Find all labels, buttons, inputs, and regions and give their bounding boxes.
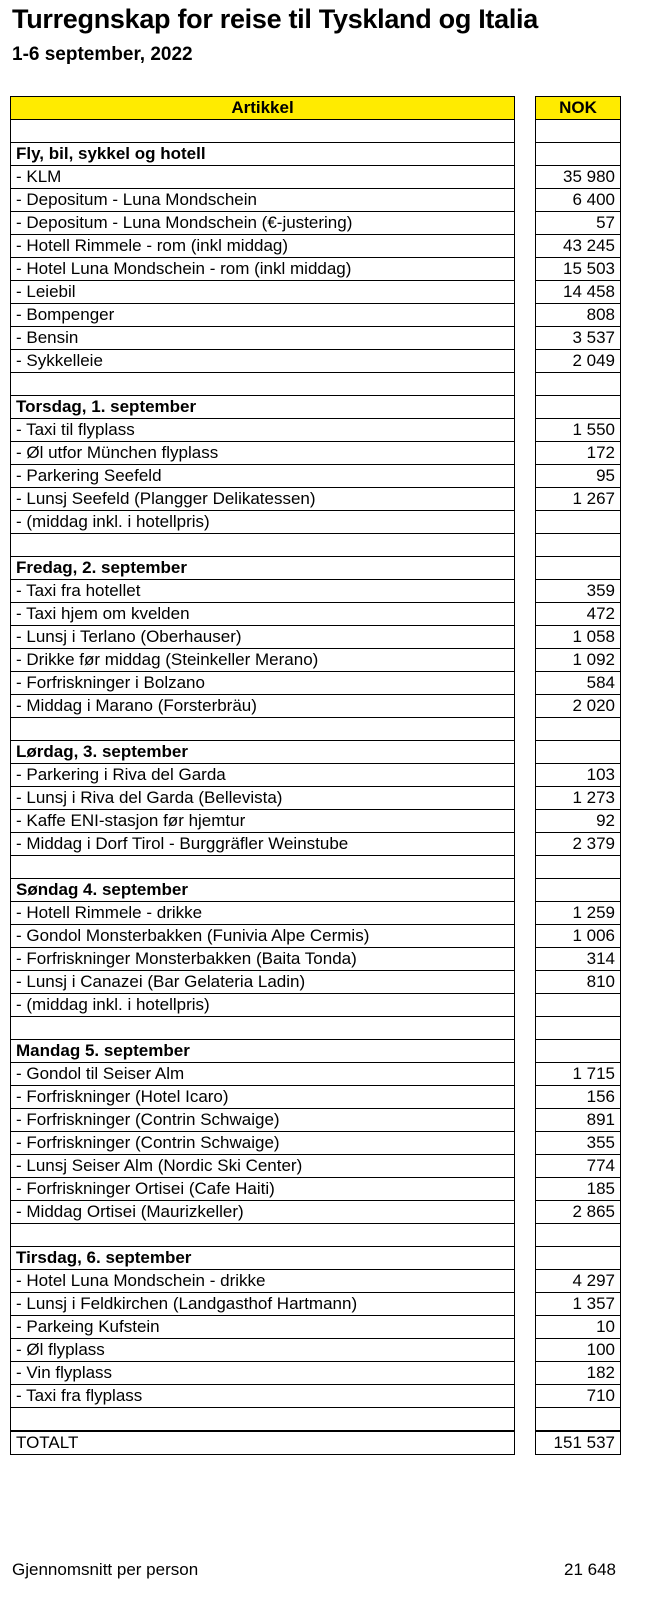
column-gap — [515, 741, 535, 764]
expense-row-amount: 2 379 — [535, 833, 621, 856]
table-header-row — [10, 96, 621, 120]
expense-row — [10, 580, 621, 603]
column-gap — [515, 120, 535, 143]
expense-row-label: - Bompenger — [10, 304, 515, 327]
expense-row-amount: 156 — [535, 1086, 621, 1109]
expense-row — [10, 1132, 621, 1155]
expense-row-amount — [535, 511, 621, 534]
column-gap — [515, 718, 535, 741]
section-heading-row — [10, 879, 621, 902]
expense-row-label: - Depositum - Luna Mondschein (€-justering) — [10, 212, 515, 235]
expense-row — [10, 212, 621, 235]
expense-row-label: - Middag Ortisei (Maurizkeller) — [10, 1201, 515, 1224]
blank-row-label — [10, 856, 515, 879]
expense-row-label: - Forfriskninger (Contrin Schwaige) — [10, 1109, 515, 1132]
column-gap — [515, 1293, 535, 1316]
column-gap — [515, 327, 535, 350]
column-gap — [515, 833, 535, 856]
header-article: Artikkel — [10, 96, 515, 120]
column-gap — [515, 143, 535, 166]
average-value: 21 648 — [564, 1560, 616, 1579]
expense-row-amount: 4 297 — [535, 1270, 621, 1293]
column-gap — [515, 971, 535, 994]
expense-row-amount: 3 537 — [535, 327, 621, 350]
expense-row-label: - Lunsj Seefeld (Plangger Delikatessen) — [10, 488, 515, 511]
expense-row — [10, 304, 621, 327]
expense-row-label: - Forfriskninger Monsterbakken (Baita Tonda) — [10, 948, 515, 971]
expense-row — [10, 971, 621, 994]
section-heading-row-amount — [535, 879, 621, 902]
column-gap — [515, 1063, 535, 1086]
expense-row-label: - Parkeing Kufstein — [10, 1316, 515, 1339]
column-gap — [515, 1339, 535, 1362]
expense-row-label: - Hotel Luna Mondschein - drikke — [10, 1270, 515, 1293]
expense-row — [10, 442, 621, 465]
column-gap — [515, 1316, 535, 1339]
blank-row-label — [10, 120, 515, 143]
expense-row — [10, 1293, 621, 1316]
expense-row-amount: 710 — [535, 1385, 621, 1408]
section-heading-row-label: Fly, bil, sykkel og hotell — [10, 143, 515, 166]
section-heading-row — [10, 1247, 621, 1270]
expense-row — [10, 235, 621, 258]
column-gap — [515, 580, 535, 603]
expense-row — [10, 833, 621, 856]
expense-row-amount: 355 — [535, 1132, 621, 1155]
blank-row-amount — [535, 856, 621, 879]
expense-row-label: - Lunsj Seiser Alm (Nordic Ski Center) — [10, 1155, 515, 1178]
expense-table-body — [10, 96, 621, 1455]
expense-row — [10, 649, 621, 672]
expense-row-label: - Middag i Dorf Tirol - Burggräfler Weinstube — [10, 833, 515, 856]
expense-row — [10, 1362, 621, 1385]
expense-row-label: - Vin flyplass — [10, 1362, 515, 1385]
section-heading-row-amount — [535, 1040, 621, 1063]
column-gap — [515, 1408, 535, 1431]
section-heading-row — [10, 396, 621, 419]
expense-row-amount: 2 020 — [535, 695, 621, 718]
expense-row-label: - Lunsj i Feldkirchen (Landgasthof Hartmann) — [10, 1293, 515, 1316]
expense-row — [10, 488, 621, 511]
column-gap — [515, 488, 535, 511]
section-heading-row-label: Lørdag, 3. september — [10, 741, 515, 764]
blank-row-amount — [535, 1408, 621, 1431]
expense-row — [10, 1063, 621, 1086]
section-heading-row-amount — [535, 1247, 621, 1270]
expense-row-amount: 808 — [535, 304, 621, 327]
column-gap — [515, 1362, 535, 1385]
expense-row-label: - Taxi fra hotellet — [10, 580, 515, 603]
expense-row-amount: 1 058 — [535, 626, 621, 649]
column-gap — [515, 879, 535, 902]
expense-row — [10, 1339, 621, 1362]
expense-row-amount: 103 — [535, 764, 621, 787]
column-gap — [515, 1155, 535, 1178]
expense-row — [10, 1270, 621, 1293]
column-gap — [515, 419, 535, 442]
expense-row — [10, 1109, 621, 1132]
column-gap — [515, 1132, 535, 1155]
expense-row — [10, 1086, 621, 1109]
column-gap — [515, 764, 535, 787]
expense-row-amount: 810 — [535, 971, 621, 994]
total-row — [10, 1431, 621, 1455]
column-gap — [515, 1201, 535, 1224]
expense-row-amount: 1 092 — [535, 649, 621, 672]
expense-row-label: - Taxi fra flyplass — [10, 1385, 515, 1408]
blank-row-label — [10, 1017, 515, 1040]
column-gap — [515, 281, 535, 304]
section-heading-row — [10, 741, 621, 764]
expense-row — [10, 1178, 621, 1201]
expense-row-label: - Hotell Rimmele - rom (inkl middag) — [10, 235, 515, 258]
expense-row-amount: 891 — [535, 1109, 621, 1132]
expense-row-label: - KLM — [10, 166, 515, 189]
total-row-amount: 151 537 — [535, 1431, 621, 1455]
expense-row-amount: 6 400 — [535, 189, 621, 212]
section-heading-row — [10, 143, 621, 166]
expense-row — [10, 994, 621, 1017]
header-nok: NOK — [535, 96, 621, 120]
expense-row-amount: 10 — [535, 1316, 621, 1339]
expense-row-label: - Lunsj i Terlano (Oberhauser) — [10, 626, 515, 649]
expense-row-label: - Øl flyplass — [10, 1339, 515, 1362]
expense-row — [10, 327, 621, 350]
column-gap — [515, 96, 535, 120]
expense-row-label: - Leiebil — [10, 281, 515, 304]
expense-row — [10, 511, 621, 534]
column-gap — [515, 166, 535, 189]
expense-row-amount: 57 — [535, 212, 621, 235]
expense-row-amount: 2 865 — [535, 1201, 621, 1224]
expense-row — [10, 350, 621, 373]
expense-table — [10, 96, 621, 1455]
expense-row — [10, 902, 621, 925]
expense-row-label: - Depositum - Luna Mondschein — [10, 189, 515, 212]
expense-row — [10, 258, 621, 281]
expense-row-amount: 1 006 — [535, 925, 621, 948]
section-heading-row-amount — [535, 396, 621, 419]
expense-row-label: - Taxi hjem om kvelden — [10, 603, 515, 626]
expense-row-label: - Kaffe ENI-stasjon før hjemtur — [10, 810, 515, 833]
expense-row — [10, 925, 621, 948]
section-heading-row — [10, 1040, 621, 1063]
expense-row-amount: 1 273 — [535, 787, 621, 810]
expense-row — [10, 1155, 621, 1178]
expense-row-label: - Middag i Marano (Forsterbräu) — [10, 695, 515, 718]
blank-row-label — [10, 1408, 515, 1431]
column-gap — [515, 258, 535, 281]
column-gap — [515, 856, 535, 879]
expense-row-amount: 472 — [535, 603, 621, 626]
expense-row — [10, 1385, 621, 1408]
blank-row-amount — [535, 1017, 621, 1040]
expense-row-label: - Taxi til flyplass — [10, 419, 515, 442]
expense-row-label: - Gondol til Seiser Alm — [10, 1063, 515, 1086]
expense-row — [10, 672, 621, 695]
column-gap — [515, 1017, 535, 1040]
column-gap — [515, 189, 535, 212]
expense-row — [10, 810, 621, 833]
blank-row — [10, 534, 621, 557]
blank-row-amount — [535, 1224, 621, 1247]
expense-row-amount: 1 715 — [535, 1063, 621, 1086]
expense-row — [10, 465, 621, 488]
expense-row-amount: 2 049 — [535, 350, 621, 373]
expense-row-amount: 314 — [535, 948, 621, 971]
column-gap — [515, 925, 535, 948]
blank-row — [10, 718, 621, 741]
column-gap — [515, 1086, 535, 1109]
column-gap — [515, 396, 535, 419]
expense-row-amount: 43 245 — [535, 235, 621, 258]
blank-row — [10, 1017, 621, 1040]
expense-row — [10, 1201, 621, 1224]
column-gap — [515, 626, 535, 649]
column-gap — [515, 1385, 535, 1408]
blank-row — [10, 1408, 621, 1431]
blank-row-amount — [535, 534, 621, 557]
column-gap — [515, 1431, 535, 1455]
blank-row — [10, 373, 621, 396]
expense-row-label: - Hotel Luna Mondschein - rom (inkl middag) — [10, 258, 515, 281]
expense-row-label: - (middag inkl. i hotellpris) — [10, 994, 515, 1017]
expense-row — [10, 764, 621, 787]
column-gap — [515, 511, 535, 534]
page-title: Turregnskap for reise til Tyskland og Italia — [12, 4, 538, 34]
column-gap — [515, 994, 535, 1017]
expense-row-label: - Gondol Monsterbakken (Funivia Alpe Cermis) — [10, 925, 515, 948]
expense-row — [10, 695, 621, 718]
blank-row-label — [10, 1224, 515, 1247]
section-heading-row — [10, 557, 621, 580]
expense-row-amount: 35 980 — [535, 166, 621, 189]
column-gap — [515, 1270, 535, 1293]
column-gap — [515, 1178, 535, 1201]
expense-row — [10, 626, 621, 649]
blank-row-label — [10, 718, 515, 741]
expense-row-label: - Parkering Seefeld — [10, 465, 515, 488]
column-gap — [515, 304, 535, 327]
section-heading-row-label: Tirsdag, 6. september — [10, 1247, 515, 1270]
blank-row-amount — [535, 373, 621, 396]
page-subtitle: 1-6 september, 2022 — [12, 44, 193, 65]
blank-row — [10, 856, 621, 879]
expense-row-label: - Sykkelleie — [10, 350, 515, 373]
expense-row — [10, 787, 621, 810]
blank-row — [10, 1224, 621, 1247]
expense-row-amount: 1 267 — [535, 488, 621, 511]
column-gap — [515, 810, 535, 833]
column-gap — [515, 465, 535, 488]
expense-row-label: - Parkering i Riva del Garda — [10, 764, 515, 787]
section-heading-row-label: Fredag, 2. september — [10, 557, 515, 580]
expense-row-amount: 95 — [535, 465, 621, 488]
column-gap — [515, 902, 535, 925]
blank-row-label — [10, 373, 515, 396]
expense-row-label: - Øl utfor München flyplass — [10, 442, 515, 465]
expense-row-amount: 92 — [535, 810, 621, 833]
blank-row-amount — [535, 120, 621, 143]
expense-row-amount: 359 — [535, 580, 621, 603]
column-gap — [515, 1224, 535, 1247]
expense-row-amount: 14 458 — [535, 281, 621, 304]
expense-row-label: - Lunsj i Riva del Garda (Bellevista) — [10, 787, 515, 810]
section-heading-row-label: Mandag 5. september — [10, 1040, 515, 1063]
total-row-label: TOTALT — [10, 1431, 515, 1455]
expense-row-amount: 1 357 — [535, 1293, 621, 1316]
expense-row — [10, 419, 621, 442]
column-gap — [515, 672, 535, 695]
column-gap — [515, 649, 535, 672]
column-gap — [515, 787, 535, 810]
expense-row-amount: 1 259 — [535, 902, 621, 925]
column-gap — [515, 1247, 535, 1270]
column-gap — [515, 695, 535, 718]
column-gap — [515, 557, 535, 580]
section-heading-row-amount — [535, 557, 621, 580]
expense-row — [10, 948, 621, 971]
expense-row-amount: 1 550 — [535, 419, 621, 442]
column-gap — [515, 235, 535, 258]
column-gap — [515, 350, 535, 373]
expense-row — [10, 603, 621, 626]
column-gap — [515, 534, 535, 557]
expense-row-label: - Bensin — [10, 327, 515, 350]
average-label: Gjennomsnitt per person — [12, 1560, 199, 1579]
expense-row-label: - Drikke før middag (Steinkeller Merano) — [10, 649, 515, 672]
column-gap — [515, 442, 535, 465]
expense-row — [10, 1316, 621, 1339]
expense-row-amount — [535, 994, 621, 1017]
expense-row-amount: 100 — [535, 1339, 621, 1362]
column-gap — [515, 948, 535, 971]
section-heading-row-label: Søndag 4. september — [10, 879, 515, 902]
expense-row-amount: 584 — [535, 672, 621, 695]
expense-row-amount: 182 — [535, 1362, 621, 1385]
expense-row-amount: 172 — [535, 442, 621, 465]
expense-row-label: - Hotell Rimmele - drikke — [10, 902, 515, 925]
section-heading-row-amount — [535, 143, 621, 166]
expense-row-amount: 15 503 — [535, 258, 621, 281]
column-gap — [515, 1040, 535, 1063]
column-gap — [515, 373, 535, 396]
section-heading-row-amount — [535, 741, 621, 764]
blank-row-label — [10, 534, 515, 557]
expense-row — [10, 189, 621, 212]
expense-row-label: - Forfriskninger (Hotel Icaro) — [10, 1086, 515, 1109]
column-gap — [515, 603, 535, 626]
column-gap — [515, 1109, 535, 1132]
expense-row-amount: 185 — [535, 1178, 621, 1201]
section-heading-row-label: Torsdag, 1. september — [10, 396, 515, 419]
expense-row-label: - Forfriskninger i Bolzano — [10, 672, 515, 695]
expense-row-label: - Lunsj i Canazei (Bar Gelateria Ladin) — [10, 971, 515, 994]
blank-row — [10, 120, 621, 143]
expense-row — [10, 166, 621, 189]
expense-row — [10, 281, 621, 304]
blank-row-amount — [535, 718, 621, 741]
expense-row-label: - Forfriskninger Ortisei (Cafe Haiti) — [10, 1178, 515, 1201]
expense-row-label: - (middag inkl. i hotellpris) — [10, 511, 515, 534]
expense-row-label: - Forfriskninger (Contrin Schwaige) — [10, 1132, 515, 1155]
expense-row-amount: 774 — [535, 1155, 621, 1178]
column-gap — [515, 212, 535, 235]
